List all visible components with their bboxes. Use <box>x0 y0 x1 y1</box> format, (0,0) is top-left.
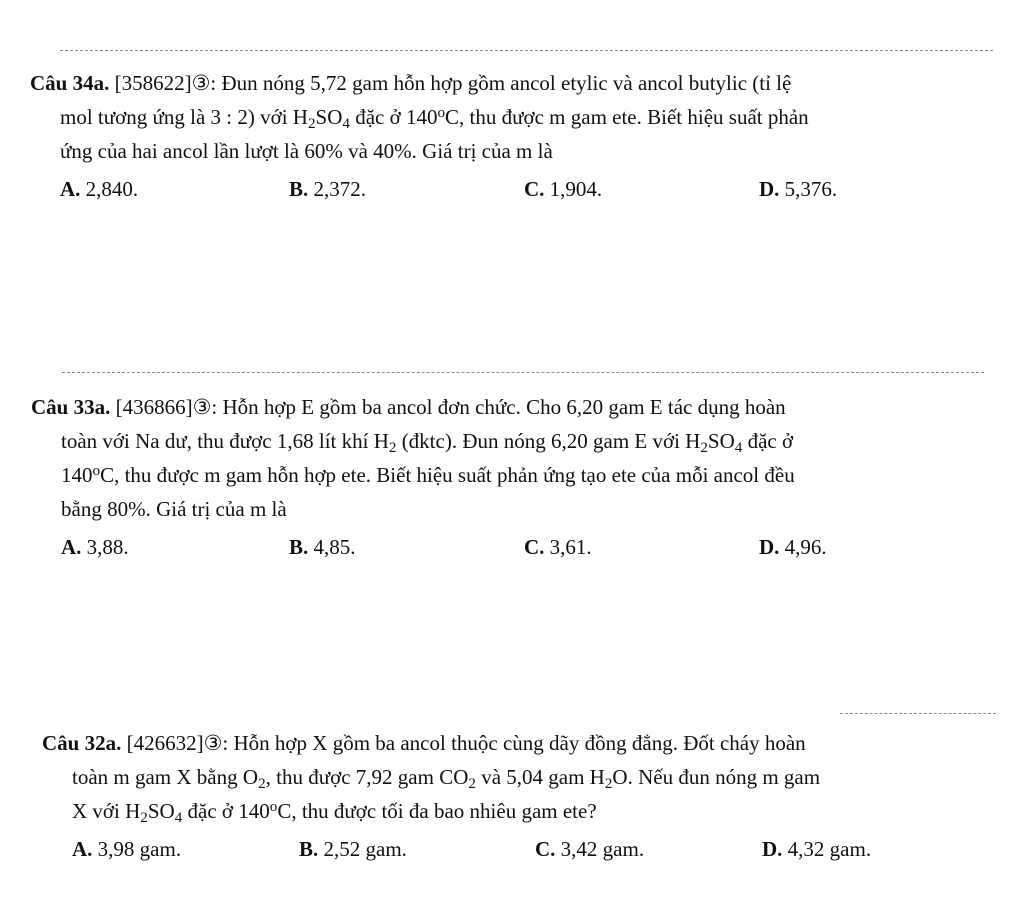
option-b[interactable]: B. 2,372. <box>289 177 367 201</box>
answer-options <box>30 172 1010 206</box>
stem-line <box>42 794 1017 828</box>
degree-mark: o <box>269 799 278 816</box>
option-c[interactable]: C. 1,904. <box>524 177 603 201</box>
option-b[interactable]: B. 2,52 gam. <box>299 837 407 861</box>
formula-h2so4: $H_2SO_4$ <box>292 105 350 133</box>
formula-h2o: $H_2O$ <box>589 765 628 793</box>
stem-text: đặc ở 140 <box>182 799 270 823</box>
stem-text: 140 <box>61 463 93 487</box>
stem-text: (đktc). Đun nóng 6,20 gam E với <box>396 429 686 453</box>
stem-text: toàn với Na dư, thu được 1,68 lít khí <box>61 429 374 453</box>
option-c[interactable]: C. 3,42 gam. <box>535 837 645 861</box>
stem-line <box>30 100 1010 134</box>
option-d[interactable]: D. 5,376. <box>759 177 838 201</box>
formula-o2: $O_2$ <box>242 765 266 793</box>
stem-line: Hỗn hợp E gồm ba ancol đơn chức. Cho 6,20 gam E tác dụng hoàn <box>222 395 786 419</box>
option-c[interactable]: C. 3,61. <box>524 535 592 559</box>
stem-text: toàn m gam X bằng <box>72 765 243 789</box>
stem-line <box>42 760 1017 794</box>
stem-line: bằng 80%. Giá trị của m là <box>61 497 287 521</box>
stem-text: X với <box>72 799 126 823</box>
question-33a <box>31 390 1011 564</box>
stem-text: và 5,04 gam <box>475 765 590 789</box>
option-a[interactable]: A. 3,98 gam. <box>72 837 182 861</box>
stem-text: mol tương ứng là 3 : 2) với <box>60 105 293 129</box>
separator-rule <box>62 372 984 373</box>
formula-h2so4: $H_2SO_4$ <box>125 799 183 827</box>
question-stem <box>42 726 1017 828</box>
option-d[interactable]: D. 4,96. <box>759 535 827 559</box>
stem-text: C, thu được tối đa bao nhiêu gam ete? <box>277 799 597 823</box>
question-32a <box>42 726 1017 866</box>
stem-text: . Nếu đun nóng m gam <box>627 765 821 789</box>
stem-line <box>31 424 1011 458</box>
stem-text: , thu được 7,92 gam <box>265 765 440 789</box>
question-code: [426632]③: <box>126 731 229 755</box>
separator-rule <box>840 713 996 714</box>
option-b[interactable]: B. 4,85. <box>289 535 356 559</box>
formula-h2so4: $H_2SO_4$ <box>685 429 743 457</box>
separator-rule <box>60 50 993 51</box>
option-d[interactable]: D. 4,32 gam. <box>762 837 872 861</box>
option-a[interactable]: A. 2,840. <box>60 177 139 201</box>
question-label: Câu 34a. <box>30 71 110 95</box>
stem-line: ứng của hai ancol lần lượt là 60% và 40%. Giá trị của m là <box>60 139 553 163</box>
question-stem <box>31 390 1011 526</box>
answer-options <box>31 530 1011 564</box>
question-code: [436866]③: <box>115 395 218 419</box>
stem-text: đặc ở <box>742 429 794 453</box>
question-code: [358622]③: <box>114 71 217 95</box>
stem-text: C, thu được m gam hỗn hợp ete. Biết hiệu suất phản ứng tạo ete của mỗi ancol đều <box>100 463 795 487</box>
answer-options <box>42 832 1017 866</box>
stem-line: Hỗn hợp X gồm ba ancol thuộc cùng dãy đồng đẳng. Đốt cháy hoàn <box>233 731 806 755</box>
degree-mark: o <box>92 463 101 480</box>
formula-co2: $CO_2$ <box>439 765 476 793</box>
stem-text: C, thu được m gam ete. Biết hiệu suất phản <box>445 105 809 129</box>
question-34a <box>30 66 1010 206</box>
stem-text: đặc ở 140 <box>349 105 438 129</box>
stem-line <box>31 458 1011 492</box>
question-label: Câu 32a. <box>42 731 122 755</box>
formula-h2: $H_2$ <box>373 429 397 457</box>
question-label: Câu 33a. <box>31 395 111 419</box>
question-stem <box>30 66 1010 168</box>
stem-line: Đun nóng 5,72 gam hỗn hợp gồm ancol etylic và ancol butylic (tỉ lệ <box>221 71 792 95</box>
option-a[interactable]: A. 3,88. <box>61 535 129 559</box>
degree-mark: o <box>437 105 446 122</box>
